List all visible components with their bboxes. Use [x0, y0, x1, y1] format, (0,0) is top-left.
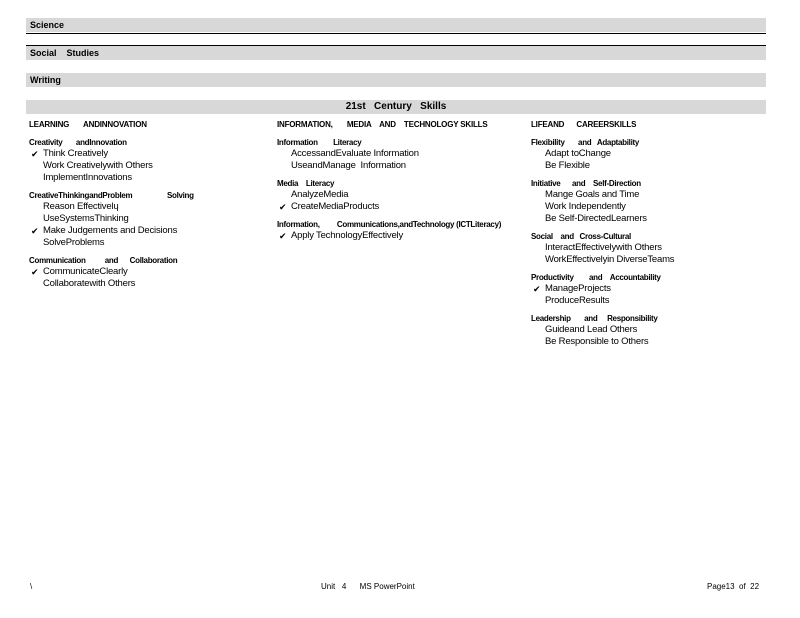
skill-item-label: Be Flexible	[545, 160, 590, 171]
footer-center: Unit 4 MS PowerPoint	[321, 582, 415, 591]
skill-item	[531, 148, 766, 160]
skill-group	[531, 272, 766, 307]
skill-item	[29, 172, 269, 184]
skill-item	[531, 213, 766, 225]
skills-title: 21st Century Skills	[345, 101, 447, 112]
skill-group	[277, 219, 517, 242]
column-information	[277, 119, 517, 248]
skill-group-title: Media Literacy	[277, 179, 335, 188]
checkmark-icon: ✔	[31, 226, 39, 236]
skill-item	[29, 278, 269, 290]
skill-item-label: Work Creativelywith Others	[43, 160, 153, 171]
skill-item-label: CreateMediaProducts	[291, 201, 380, 212]
footer-page-number: Page13 of 22	[707, 582, 760, 591]
column-learning	[29, 119, 269, 296]
skill-item-label: SolveProblems	[43, 237, 105, 248]
skill-item	[277, 148, 517, 160]
skill-item	[29, 148, 269, 160]
skill-item-label: Guideand Lead Others	[545, 324, 638, 335]
skill-item-label: WorkEffectivelyin DiverseTeams	[545, 254, 675, 265]
skill-group	[531, 178, 766, 225]
checkmark-icon: ✔	[31, 267, 39, 277]
skill-item-label: AccessandEvaluate Information	[291, 148, 419, 159]
social-studies-label: Social Studies	[30, 48, 100, 58]
skill-item-label: Work Independently	[545, 201, 626, 212]
science-divider	[26, 33, 766, 34]
skill-item-label: CommunicateClearly	[43, 266, 128, 277]
writing-label: Writing	[30, 75, 61, 85]
checkmark-icon: ✔	[279, 231, 287, 241]
skill-item	[29, 213, 269, 225]
skill-group	[531, 313, 766, 348]
skill-group	[531, 231, 766, 266]
checkmark-icon: ✔	[533, 284, 541, 294]
skill-group	[531, 137, 766, 172]
skill-item	[531, 242, 766, 254]
skill-item-label: Collaboratewith Others	[43, 278, 136, 289]
skill-item-label: Be Responsible to Others	[545, 336, 649, 347]
skills-title-band	[26, 100, 766, 114]
skill-group-title: Initiative and Self-Direction	[531, 179, 641, 188]
column-life-career	[531, 119, 766, 354]
skill-item	[277, 201, 517, 213]
skill-group	[29, 137, 269, 184]
skill-item	[29, 237, 269, 249]
skill-group-title: Communication and Collaboration	[29, 256, 178, 265]
column-heading: INFORMATION, MEDIA AND TECHNOLOGY SKILLS	[277, 120, 488, 129]
social-studies-band	[26, 46, 766, 60]
skill-item-label: Mange Goals and Time	[545, 189, 640, 200]
column-heading: LIFEAND CAREERSKILLS	[531, 120, 637, 129]
skill-group	[29, 190, 269, 249]
skill-item	[531, 324, 766, 336]
skill-item-label: ManageProjects	[545, 283, 611, 294]
skill-item-label: Be Self-DirectedLearners	[545, 213, 647, 224]
skill-item-label: Think Creatively	[43, 148, 108, 159]
skill-item	[531, 254, 766, 266]
skill-group-title: CreativeThinkingandProblem Solving	[29, 191, 194, 200]
skill-item	[531, 336, 766, 348]
skill-item-label: UseSystemsThinking	[43, 213, 129, 224]
science-band	[26, 18, 766, 32]
skill-item-label: Apply TechnologyEffectively	[291, 230, 404, 241]
skill-item	[29, 201, 269, 213]
skill-group	[277, 178, 517, 213]
skill-group-title: Leadership and Responsibility	[531, 314, 658, 323]
skill-item-label: Make Judgements and Decisions	[43, 225, 178, 236]
skill-item	[531, 283, 766, 295]
skill-item	[277, 189, 517, 201]
skill-group-title: Information, Communications,andTechnology (ICTLiteracy)	[277, 220, 502, 229]
footer-left: \	[30, 582, 33, 591]
skill-group-title: Social and Cross-Cultural	[531, 232, 631, 241]
science-label: Science	[30, 20, 65, 30]
skill-item	[29, 266, 269, 278]
skill-item-label: UseandManage Information	[291, 160, 406, 171]
skill-group-title: Creativity andInnovation	[29, 138, 127, 147]
skill-item	[531, 189, 766, 201]
checkmark-icon: ✔	[279, 202, 287, 212]
skill-item	[29, 160, 269, 172]
skill-group-title: Flexibility and Adaptability	[531, 138, 640, 147]
skill-item-label: ProduceResults	[545, 295, 610, 306]
skill-item	[29, 225, 269, 237]
skill-item	[277, 230, 517, 242]
skill-item	[531, 160, 766, 172]
writing-band	[26, 73, 766, 87]
skill-item	[277, 160, 517, 172]
skill-item-label: AnalyzeMedia	[291, 189, 349, 200]
skill-item-label: Reason Effectivelɥ	[43, 201, 119, 212]
column-heading: LEARNING ANDINNOVATION	[29, 120, 147, 129]
checkmark-icon: ✔	[31, 149, 39, 159]
skill-item-label: Adapt toChange	[545, 148, 611, 159]
skill-group	[29, 255, 269, 290]
skill-item	[531, 295, 766, 307]
skill-group	[277, 137, 517, 172]
skill-item	[531, 201, 766, 213]
skill-item-label: InteractEffectivelywith Others	[545, 242, 662, 253]
skill-group-title: Productivity and Accountability	[531, 273, 661, 282]
skill-group-title: Information Literacy	[277, 138, 362, 147]
skill-item-label: ImplementInnovations	[43, 172, 132, 183]
